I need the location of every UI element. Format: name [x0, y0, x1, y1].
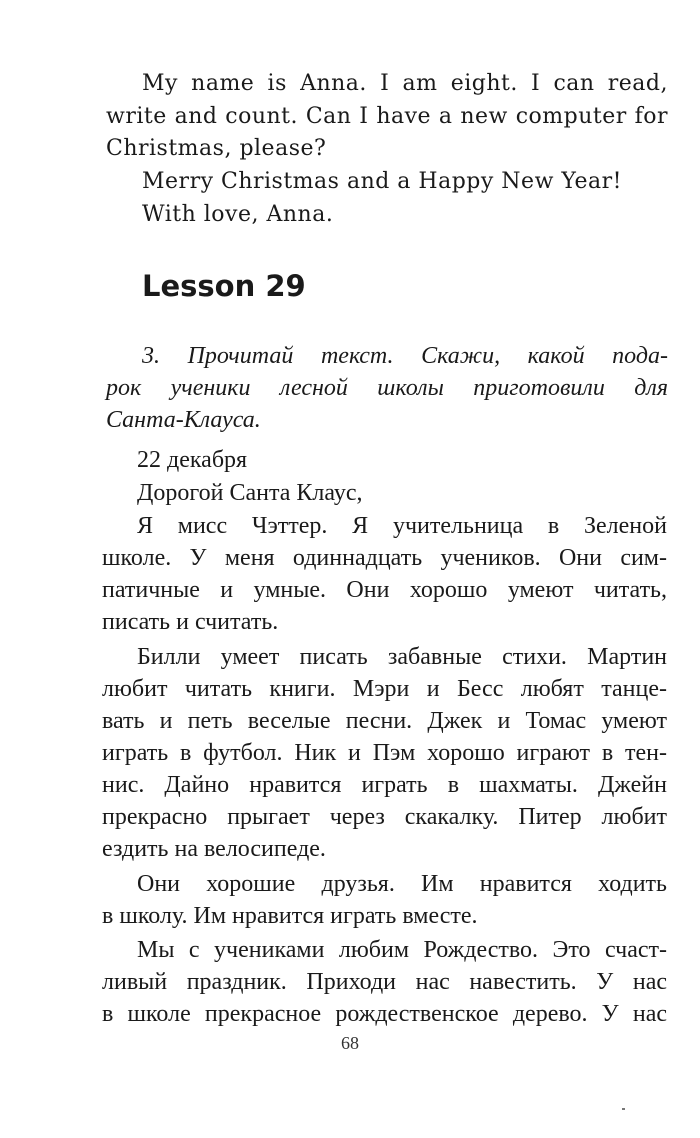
letter-ru-line: вать и петь веселые песни. Джек и Томас умеют: [102, 708, 667, 734]
letter-greeting: Дорогой Санта Клаус,: [137, 480, 363, 506]
letter-ru-line: нис. Дайно нравится играть в шахматы. Джейн: [102, 772, 667, 798]
letter-en-line: With love, Anna.: [142, 202, 334, 227]
letter-ru-line: ездить на велосипеде.: [102, 836, 326, 862]
letter-en-line: My name is Anna. I am eight. I can read,: [142, 71, 668, 96]
letter-ru-line: школе. У меня одиннадцать учеников. Они сим-: [102, 545, 667, 571]
letter-ru-line: ливый праздник. Приходи нас навестить. У нас: [102, 969, 667, 995]
lesson-title: Lesson 29: [142, 269, 306, 303]
letter-date: 22 декабря: [137, 447, 248, 473]
letter-ru-line: Я мисс Чэттер. Я учительница в Зеленой: [137, 513, 667, 539]
page-number: 68: [341, 1033, 359, 1053]
letter-ru-line: писать и считать.: [102, 609, 279, 635]
task-line: Санта-Клауса.: [106, 407, 261, 433]
letter-en-line: write and count. Can I have a new computer for: [106, 104, 668, 129]
letter-ru-line: любит читать книги. Мэри и Бесс любят танце-: [102, 676, 667, 702]
task-line: 3. Прочитай текст. Скажи, какой пода-: [142, 343, 668, 369]
letter-ru-line: прекрасно прыгает через скакалку. Питер любит: [102, 804, 667, 830]
letter-ru-line: в школе прекрасное рождественское дерево. У нас: [102, 1001, 667, 1027]
letter-ru-line: играть в футбол. Ник и Пэм хорошо играют в тен-: [102, 740, 667, 766]
scan-speck: [622, 1108, 625, 1110]
letter-ru-line: в школу. Им нравится играть вместе.: [102, 903, 478, 929]
letter-en-line: Christmas, please?: [106, 136, 327, 161]
letter-ru-line: Они хорошие друзья. Им нравится ходить: [137, 871, 667, 897]
letter-ru-line: Билли умеет писать забавные стихи. Мартин: [137, 644, 667, 670]
task-line: рок ученики лесной школы приготовили для: [106, 375, 668, 401]
letter-ru-line: патичные и умные. Они хорошо умеют читать,: [102, 577, 667, 603]
letter-en-line: Merry Christmas and a Happy New Year!: [142, 169, 623, 194]
letter-ru-line: Мы с учениками любим Рождество. Это счаст-: [137, 937, 667, 963]
